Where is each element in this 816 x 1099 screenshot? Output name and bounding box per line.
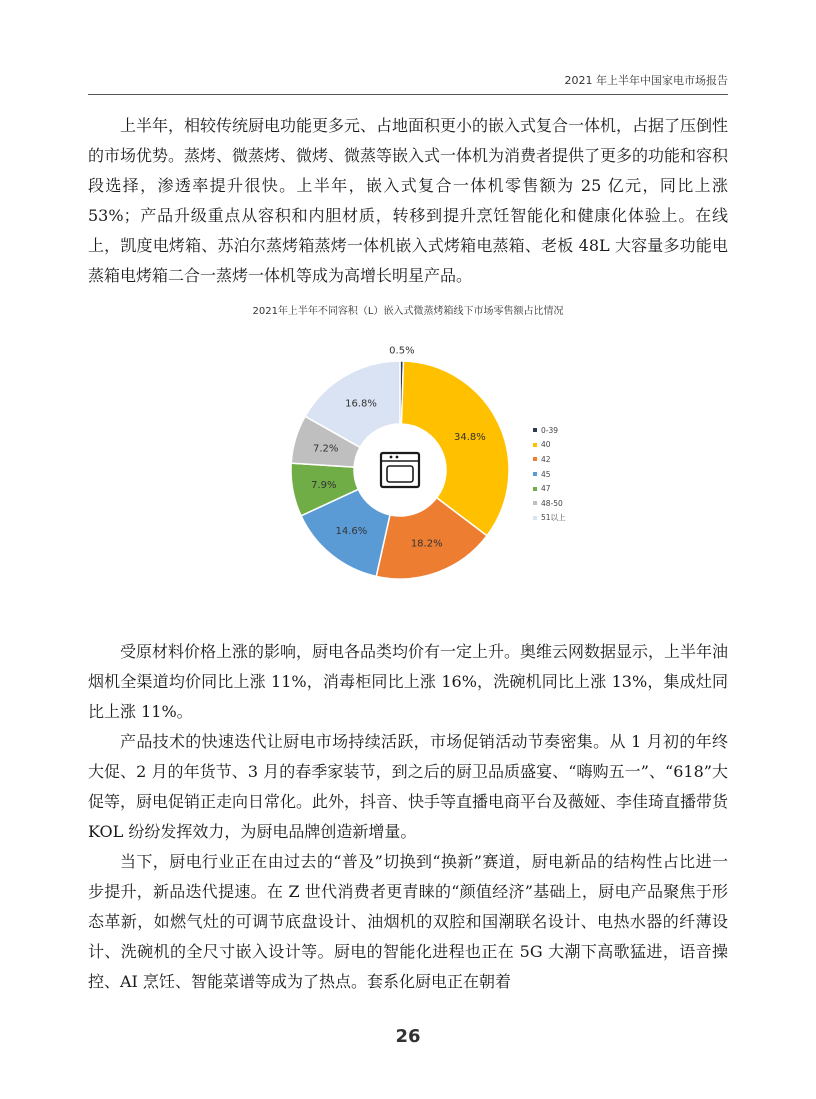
- legend-swatch: [533, 428, 537, 432]
- paragraph-1: 上半年，相较传统厨电功能更多元、占地面积更小的嵌入式复合一体机，占据了压倒性的市场优势。蒸烤、微蒸烤、微烤、微蒸等嵌入式一体机为消费者提供了更多的功能和容积段选择，渗透率提升很快。上半年，嵌入式复合一体机零售额为 25 亿元，同比上涨 53%；产品升级重点从容积和内胆材质，转移到提升烹饪智能化和健康化体验上。在线上，凯度电烤箱、苏泊尔蒸烤箱蒸烤一体机嵌入式烤箱电蒸箱、老板 48L 大容量多功能电蒸箱电烤箱二合一蒸烤一体机等成为高增长明星产品。: [88, 116, 729, 285]
- pie-label-42: 18.2%: [410, 538, 443, 550]
- legend-label: 42: [541, 454, 551, 464]
- pie-label-48-50: 7.2%: [313, 443, 339, 455]
- legend-swatch: [533, 487, 537, 491]
- legend-item-0-39: [533, 423, 566, 438]
- legend-swatch: [533, 472, 537, 476]
- legend-label: 45: [541, 469, 551, 479]
- legend-label: 48-50: [541, 498, 563, 508]
- legend-swatch: [533, 443, 537, 447]
- legend-item-45: [533, 467, 566, 482]
- pie-slice-40: [401, 361, 509, 536]
- paragraph-3: 产品技术的快速迭代让厨电市场持续活跃，市场促销活动节奏密集。从 1 月初的年终大促、2 月的年货节、3 月的春季家装节，到之后的厨卫品质盛宴、“嗨购五一”、“618”大促等，厨电促销正走向日常化。此外，抖音、快手等直播电商平台及薇娅、李佳琦直播带货 KOL 纷纷发挥效力，为厨电品牌创造新增量。: [88, 732, 729, 841]
- legend-label: 51以上: [541, 513, 566, 523]
- legend-item-40: [533, 438, 566, 453]
- legend-item-42: [533, 452, 566, 467]
- oven-icon: [381, 453, 419, 487]
- pie-slices: [291, 361, 509, 579]
- paragraph-2: 受原材料价格上涨的影响，厨电各品类均价有一定上升。奥维云网数据显示，上半年油烟机全渠道均价同比上涨 11%，消毒柜同比上涨 16%，洗碗机同比上涨 13%，集成灶同比上涨 11%。: [88, 642, 729, 721]
- legend-swatch: [533, 501, 537, 505]
- paragraph-4: 当下，厨电行业正在由过去的“普及”切换到“换新”赛道，厨电新品的结构性占比进一步提升，新品迭代提速。在 Z 世代消费者更青睐的“颜值经济”基础上，厨电产品聚焦于形态革新，如燃气灶的可调节底盘设计、油烟机的双腔和国潮联名设计、电热水器的纤薄设计、洗碗机的全尺寸嵌入设计等。厨电的智能化进程也正在 5G 大潮下高歌猛进，语音操控、AI 烹饪、智能菜谱等成为了热点。套系化厨电正在朝着: [88, 852, 728, 991]
- pie-label-47: 7.9%: [311, 479, 337, 491]
- pie-label-45: 14.6%: [335, 525, 368, 537]
- legend-label: 40: [541, 440, 551, 450]
- legend-label: 47: [541, 484, 551, 494]
- chart-legend: [533, 423, 566, 525]
- page-header: [88, 72, 728, 95]
- page-number: 26: [395, 1026, 421, 1047]
- chart-title: 2021年上半年不同容积（L）嵌入式微蒸烤箱线下市场零售额占比情况: [252, 306, 564, 317]
- pie-label-40: 34.8%: [454, 432, 486, 444]
- legend-swatch: [533, 516, 537, 520]
- donut-chart: [270, 340, 530, 600]
- pie-label-0-39: 0.5%: [389, 345, 415, 357]
- legend-label: 0-39: [541, 425, 559, 435]
- legend-swatch: [533, 457, 537, 461]
- report-title: 2021 年上半年中国家电市场报告: [564, 74, 728, 87]
- pie-label-51以上: 16.8%: [345, 398, 377, 410]
- legend-item-48-50: [533, 496, 566, 511]
- legend-item-47: [533, 481, 566, 496]
- legend-item-51以上: [533, 511, 566, 526]
